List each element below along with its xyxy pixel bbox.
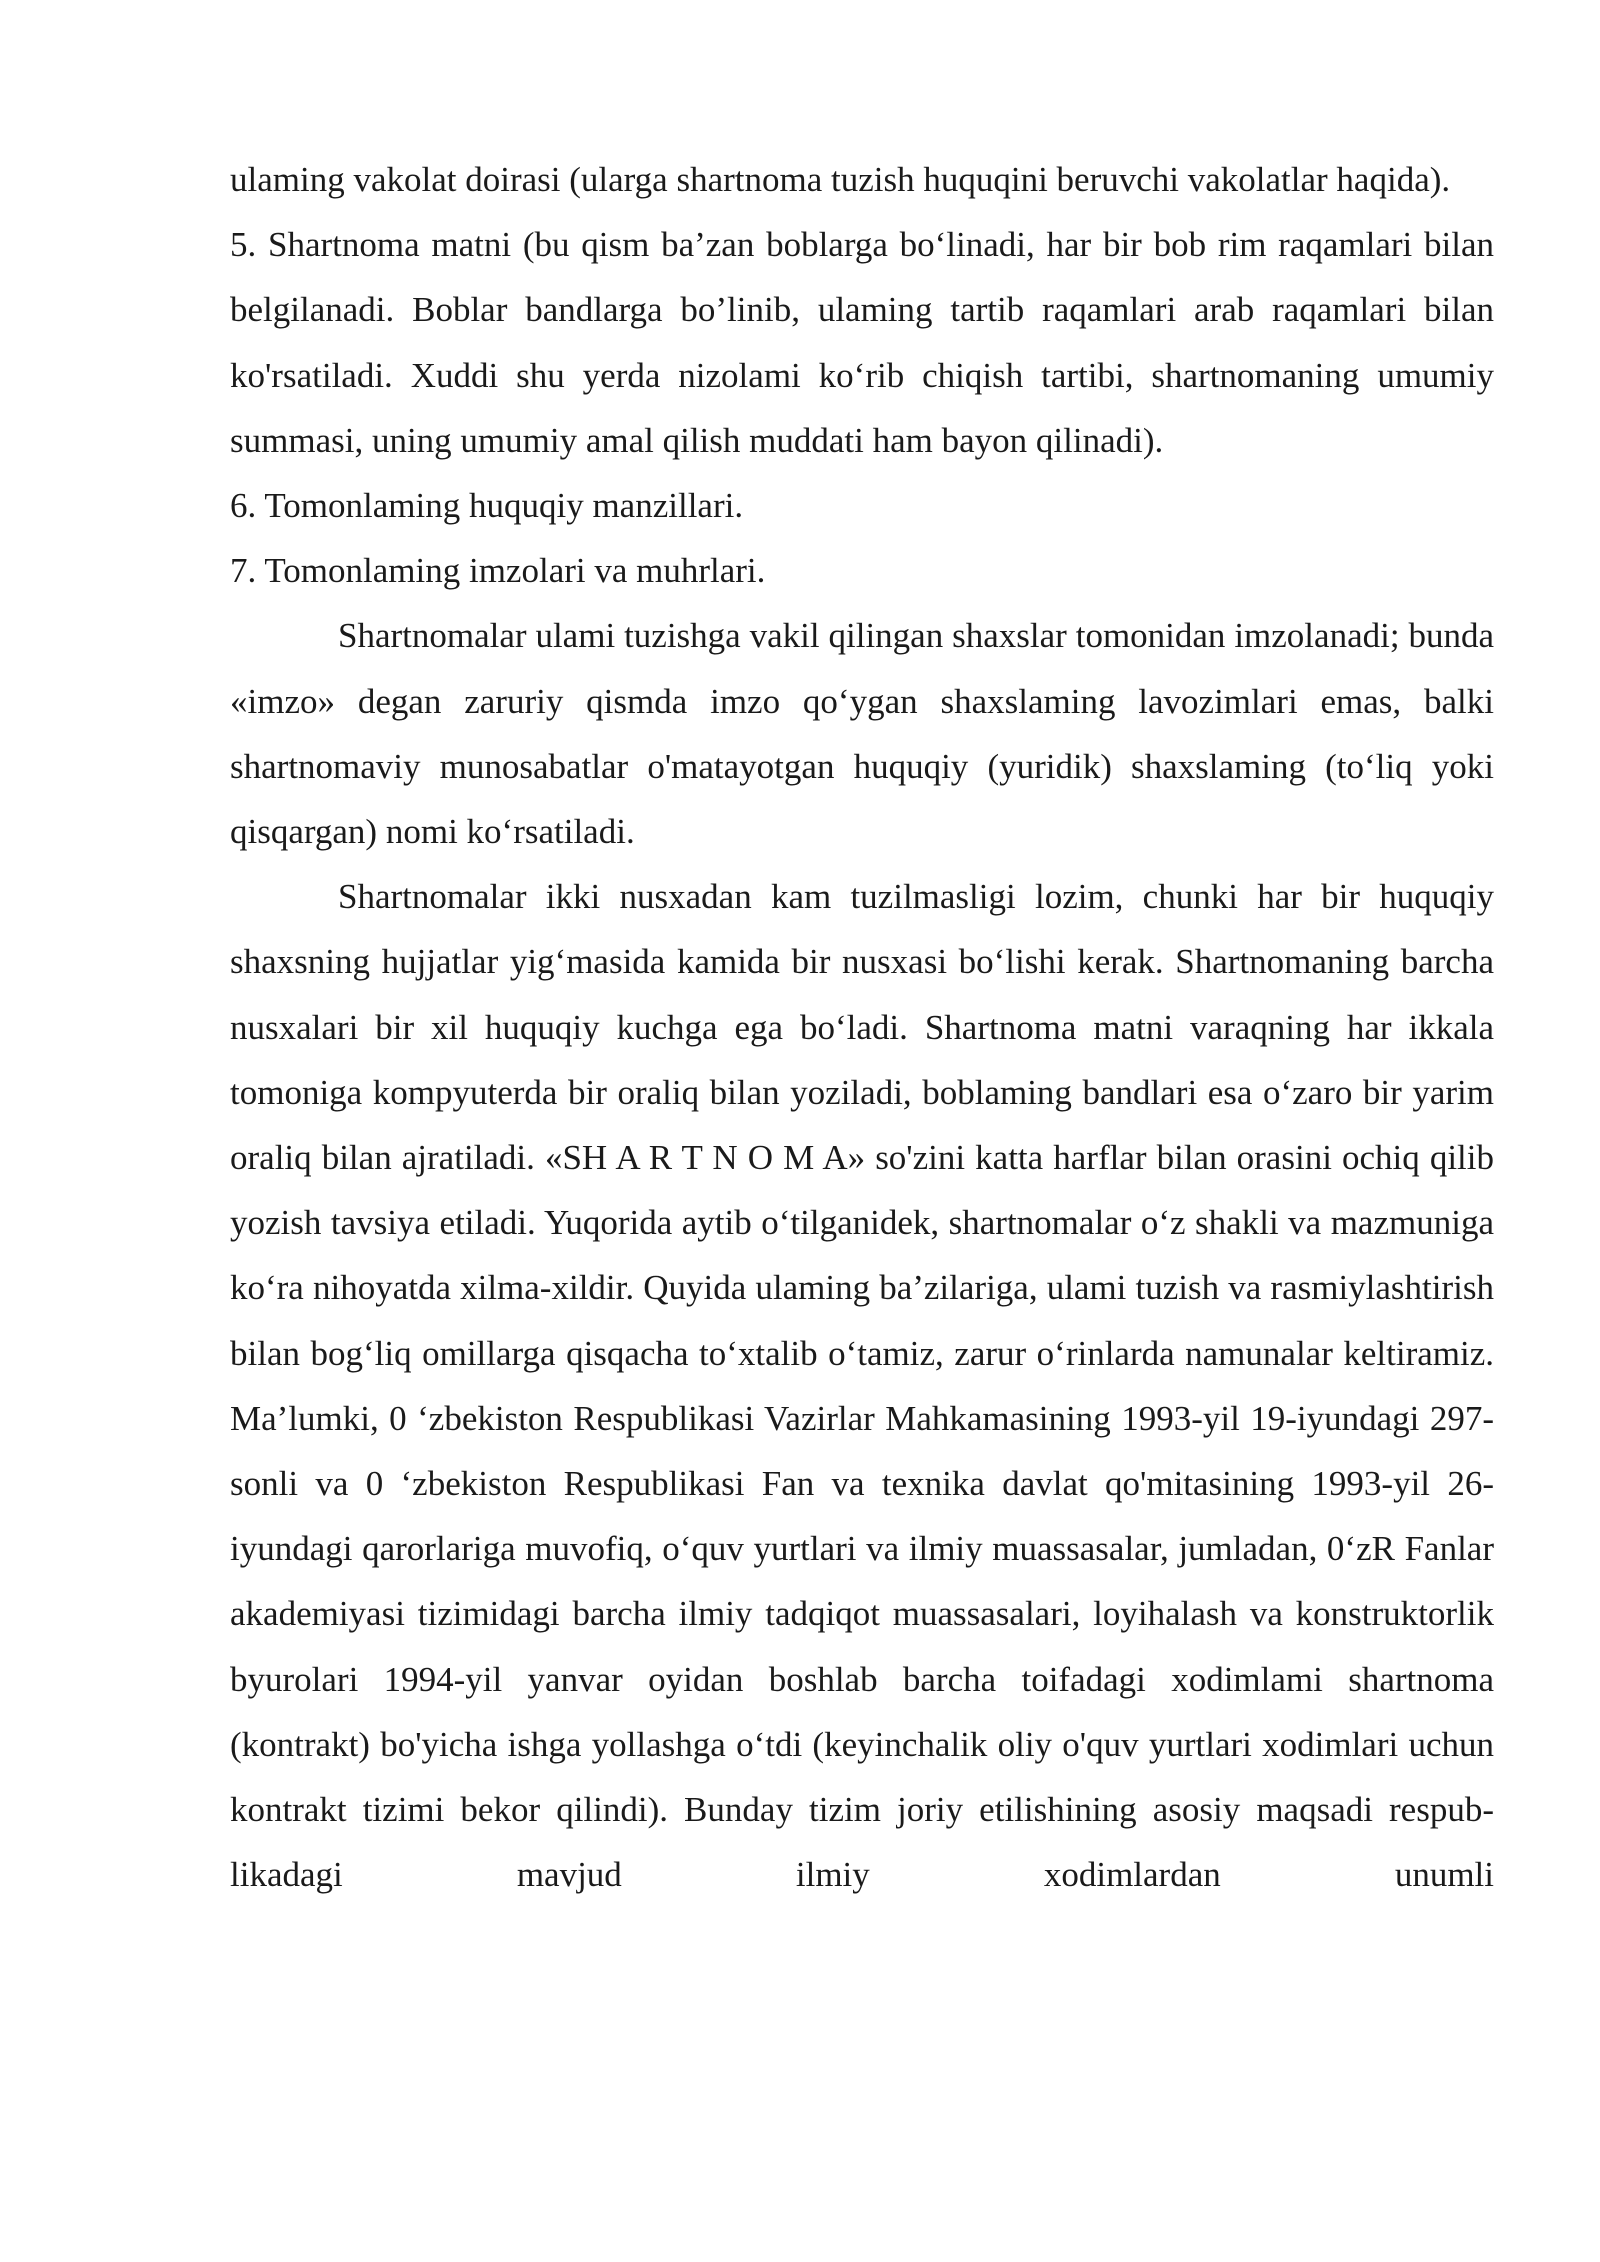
paragraph-item-5-contract-text: 5. Shartnoma matni (bu qism ba’zan boblarga bo‘linadi, har bir bob rim raqamlari bilan belgilanadi. Boblar bandlarga bo’linib, ulaming tartib raqamlari arab raqamlari bilan ko'rsatiladi. Xuddi shu yerda nizolami ko‘rib chiqish tartibi, shartnomaning umumiy summasi, uning umumiy amal qilish muddati ham bayon qilinadi). xyxy=(230,225,1494,460)
paragraph-item-6-legal-addresses: 6. Tomonlaming huquqiy manzillari. xyxy=(230,486,744,526)
paragraph-item-7-signatures-seals: 7. Tomonlaming imzolari va muhrlari. xyxy=(230,551,766,591)
document-page xyxy=(230,147,1494,1907)
paragraph-copies-and-contracts: Shartnomalar ikki nusxadan kam tuzilmasligi lozim, chunki har bir huquqiy shaxsning hujjatlar yig‘masida kamida bir nusxasi bo‘lishi kerak. Shartnomaning barcha nusxalari bir xil huquqiy kuchga ega bo‘ladi. Shartnoma matni varaqning har ikkala tomoniga kompyuterda bir oraliq bilan yoziladi, boblaming bandlari esa o‘zaro bir yarim oraliq bilan ajratiladi. «SH A R T N O M A» so'zini katta harflar bilan orasini ochiq qilib yozish tavsiya etiladi. Yuqorida aytib o‘tilganidek, shartnomalar o‘z shakli va mazmuniga ko‘ra nihoyatda xilma-xildir. Quyida ulaming ba’zilariga, ulami tuzish va rasmiylashtirish bilan bog‘liq omillarga qisqacha to‘xtalib o‘tamiz, zarur o‘rinlarda namunalar keltiramiz. Ma’lumki, 0 ‘zbekiston Respublikasi Vazirlar Mahkamasining 1993-yil 19-iyundagi 297-sonli va 0 ‘zbekiston Respublikasi Fan va texnika davlat qo'mitasining 1993-yil 26-iyundagi qarorlariga muvofiq, o‘quv yurtlari va ilmiy muassasalar, jumladan, 0‘zR Fanlar akademiyasi tizimidagi barcha ilmiy tadqiqot muassasalari, loyihalash va konstruktorlik byurolari 1994-yil yanvar oyidan boshlab barcha toifadagi xodimlami shartnoma (kontrakt) bo'yicha ishga yollashga o‘tdi (keyinchalik oliy o'quv yurtlari xodimlari uchun kontrakt tizimi bekor qilindi). Bunday tizim joriy etilishining asosiy maqsadi respub- likadagi mavjud ilmiy xodimlardan unumli xyxy=(230,877,1494,1895)
paragraph-signing: Shartnomalar ulami tuzishga vakil qilingan shaxslar tomonidan imzolanadi; bunda «imzo» degan zaruriy qismda imzo qo‘ygan shaxslaming lavozimlari emas, balki shartnomaviy munosabatlar o'matayotgan huquqiy (yuridik) shaxslaming (to‘liq yoki qisqargan) nomi ko‘rsatiladi. xyxy=(230,616,1494,852)
paragraph-authority-scope: ulaming vakolat doirasi (ularga shartnoma tuzish huquqini beruvchi vakolatlar haqida). xyxy=(230,160,1451,199)
